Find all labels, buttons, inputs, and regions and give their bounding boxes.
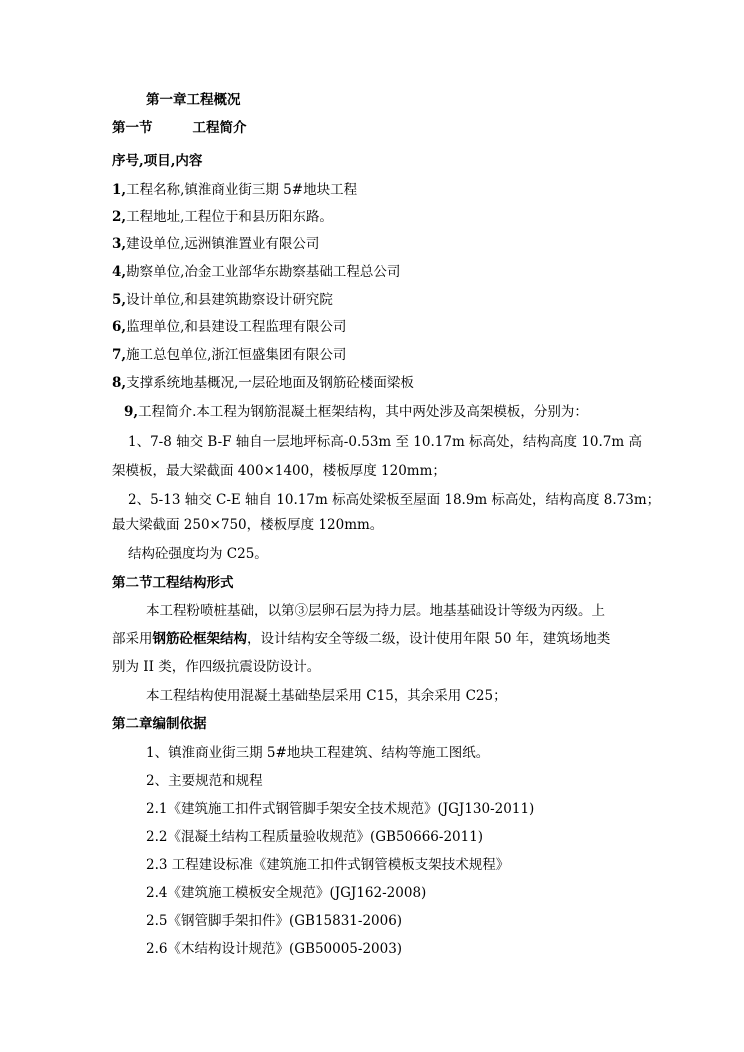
item9-para1-line2: 架模板，最大梁截面 400×1400，楼板厚度 120mm；	[112, 463, 446, 479]
list-item: 1、镇淮商业街三期 5#地块工程建筑、结构等施工图纸。	[146, 745, 490, 761]
list-item: 5,设计单位,和县建筑勘察设计研究院	[112, 292, 333, 308]
section2-para1-line2: 部采用钢筋砼框架结构，设计结构安全等级二级，设计使用年限 50 年，建筑场地类	[112, 631, 611, 647]
list-item: 2.6《木结构设计规范》(GB50005-2003)	[146, 941, 403, 957]
section2-para1-line3: 别为 II 类，作四级抗震设防设计。	[112, 659, 321, 675]
section2-title: 第二节工程结构形式	[112, 575, 234, 591]
list-item: 2.5《钢管脚手架扣件》(GB15831-2006)	[146, 913, 403, 929]
list-item: 2.3 工程建设标准《建筑施工扣件式钢管模板支架技术规程》	[146, 857, 510, 873]
list-item: 2.4《建筑施工模板安全规范》(JGJ162-2008)	[146, 885, 427, 901]
list-item: 2.2《混凝土结构工程质量验收规范》(GB50666-2011)	[146, 829, 484, 845]
item9-para2-line2: 最大梁截面 250×750，楼板厚度 120mm。	[112, 517, 384, 533]
list-item: 8,支撑系统地基概况,一层砼地面及钢筋砼楼面梁板	[112, 375, 414, 391]
item9-para2-line1: 2、5-13 轴交 C-E 轴自 10.17m 标高处梁板至屋面 18.9m 标高处，结构高度 8.73m；	[128, 492, 661, 508]
list-item: 2、主要规范和规程	[146, 773, 263, 789]
emphasis-text: 钢筋砼框架结构	[152, 631, 247, 647]
list-item: 1,工程名称,镇淮商业街三期 5#地块工程	[112, 182, 358, 198]
list-item: 3,建设单位,远洲镇淮置业有限公司	[112, 236, 320, 252]
list-item: 7,施工总包单位,浙江恒盛集团有限公司	[112, 347, 347, 363]
list-item: 4,勘察单位,冶金工业部华东勘察基础工程总公司	[112, 264, 401, 280]
chapter1-title: 第一章工程概况	[146, 92, 241, 108]
chapter2-title: 第二章编制依据	[112, 716, 207, 732]
item9-para1-line1: 1、7-8 轴交 B-F 轴自一层地坪标高-0.53m 至 10.17m 标高处，结构高度 10.7m 高	[128, 434, 642, 450]
list-item: 2,工程地址,工程位于和县历阳东路。	[112, 209, 333, 225]
item9-strength: 结构砼强度均为 C25。	[128, 546, 268, 562]
items-header: 序号,项目,内容	[112, 153, 203, 169]
item9-intro: 9,工程简介.本工程为钢筋混凝土框架结构，其中两处涉及高架模板，分别为：	[124, 404, 588, 420]
section1-title: 工程简介	[192, 120, 247, 136]
section2-para2: 本工程结构使用混凝土基础垫层采用 C15，其余采用 C25；	[146, 688, 507, 704]
section1-label: 第一节	[112, 120, 153, 136]
section1-heading	[112, 118, 247, 138]
list-item: 6,监理单位,和县建设工程监理有限公司	[112, 319, 347, 335]
list-item: 2.1《建筑施工扣件式钢管脚手架安全技术规范》(JGJ130-2011)	[146, 801, 535, 817]
section2-para1-line1: 本工程粉喷桩基础，以第③层卵石层为持力层。地基基础设计等级为丙级。上	[146, 603, 605, 619]
